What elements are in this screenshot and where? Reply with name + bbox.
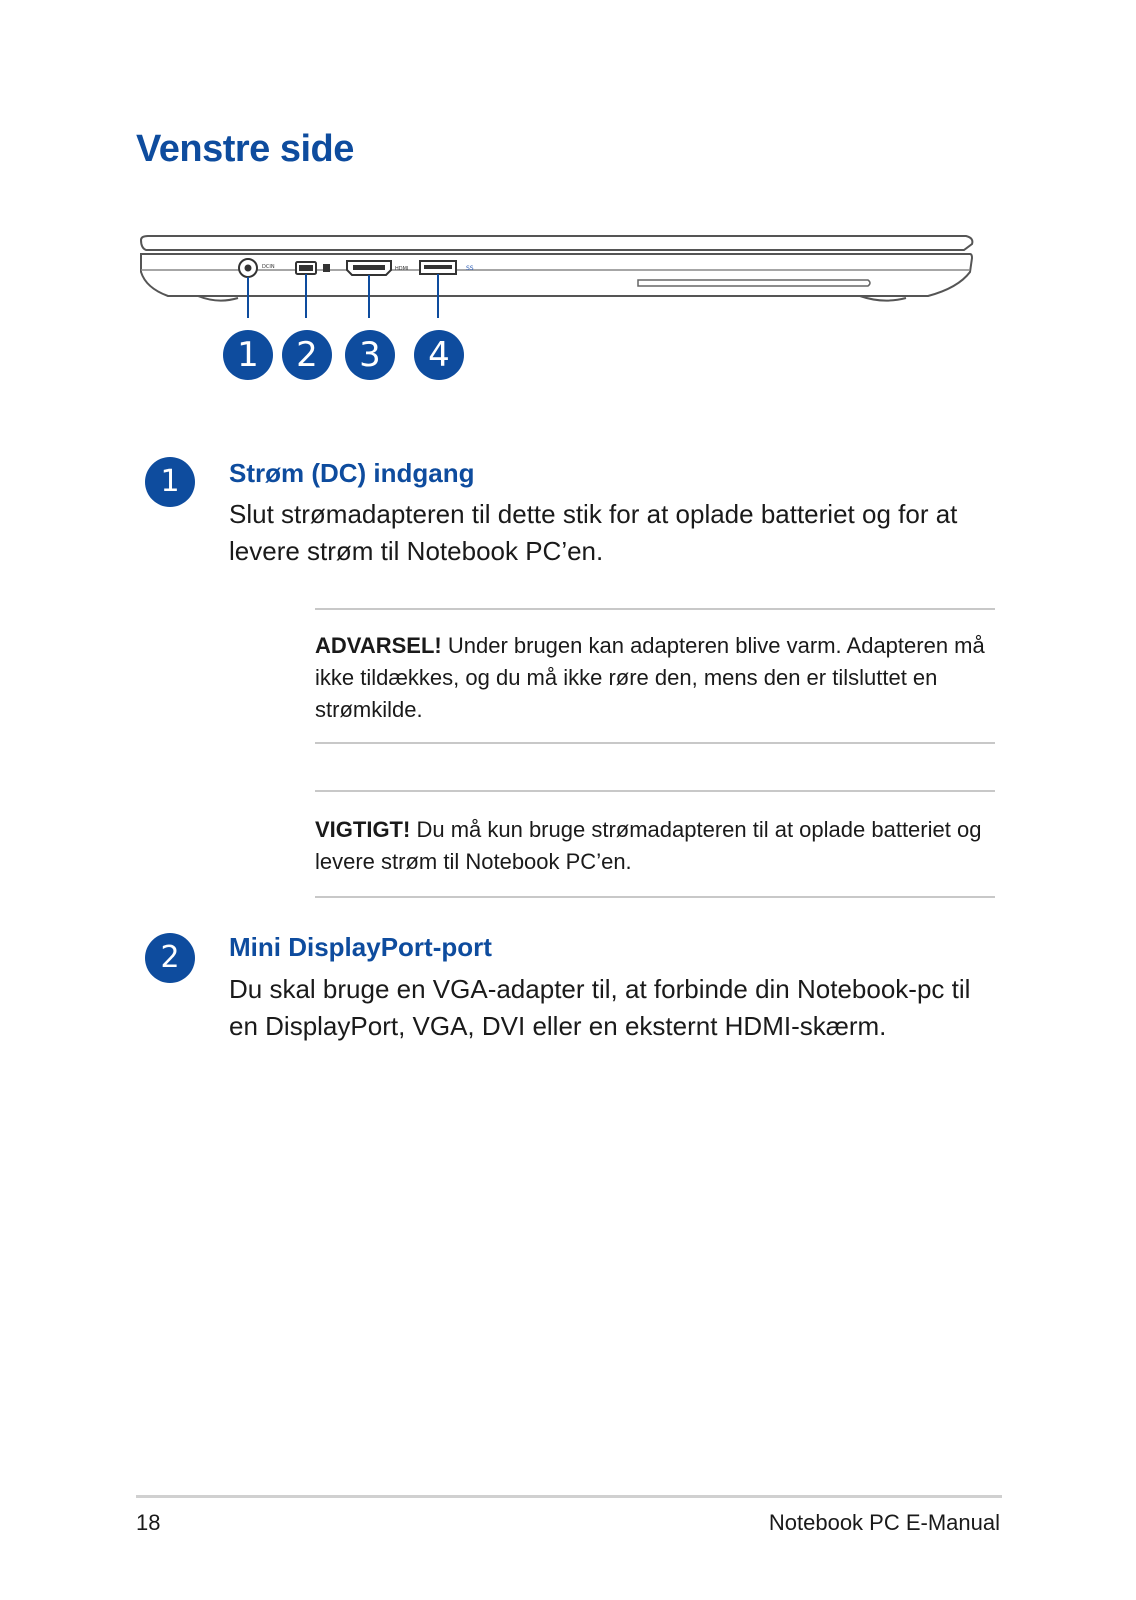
callout-4: 4 bbox=[414, 330, 464, 380]
section-heading-dc-input: Strøm (DC) indgang bbox=[229, 458, 475, 488]
section-number-badge: 2 bbox=[145, 933, 195, 983]
svg-text:HDMI: HDMI bbox=[395, 266, 409, 272]
important-label: VIGTIGT! bbox=[315, 817, 411, 842]
warning-text: Under brugen kan adapteren blive varm. Adapteren må ikke tildækkes, og du må ikke røre den, mens den er tilsluttet en strømkilde. bbox=[315, 633, 985, 722]
svg-text:SS: SS bbox=[466, 265, 474, 272]
page-number: 18 bbox=[136, 1510, 161, 1535]
page-title: Venstre side bbox=[136, 128, 354, 170]
section-number-badge: 1 bbox=[145, 457, 195, 507]
section-body-mini-displayport: Du skal bruge en VGA-adapter til, at forbinde din Notebook-pc til en DisplayPort, VGA, DVI eller en eksternt HDMI-skærm. bbox=[229, 974, 971, 1041]
callout-2: 2 bbox=[282, 330, 332, 380]
warning-label: ADVARSEL! bbox=[315, 633, 442, 658]
important-note bbox=[315, 790, 995, 898]
manual-title: Notebook PC E-Manual bbox=[768, 1510, 1000, 1535]
svg-text:DCIN: DCIN bbox=[262, 264, 275, 270]
section-heading-mini-displayport: Mini DisplayPort-port bbox=[229, 932, 492, 962]
important-text: Du må kun bruge strømadapteren til at oplade batteriet og levere strøm til Notebook PC’en. bbox=[315, 817, 982, 874]
warning-note bbox=[315, 608, 995, 744]
callout-1: 1 bbox=[223, 330, 273, 380]
callout-3: 3 bbox=[345, 330, 395, 380]
section-body-dc-input: Slut strømadapteren til dette stik for at oplade batteriet og for at levere strøm til Notebook PC’en. bbox=[229, 499, 958, 566]
laptop-left-side-illustration bbox=[138, 228, 978, 318]
footer-rule bbox=[136, 1495, 1002, 1498]
